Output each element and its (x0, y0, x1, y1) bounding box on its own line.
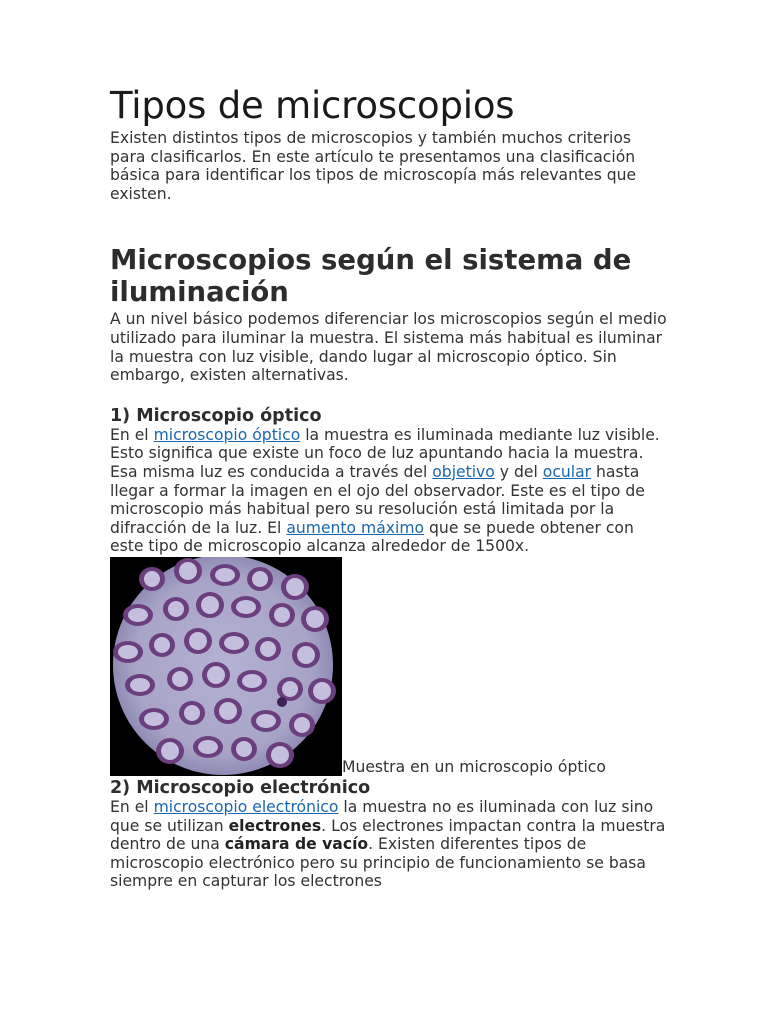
blood-cell (163, 597, 189, 621)
text-run: En el (110, 797, 154, 816)
optical-paragraph (110, 426, 670, 556)
section-heading: Microscopios según el sistema de iluminación (110, 244, 632, 309)
blood-cell (255, 637, 281, 661)
link-microscopio-electronico[interactable]: microscopio electrónico (153, 797, 339, 816)
blood-cells-graphic (110, 557, 342, 776)
blood-cell (179, 701, 205, 725)
article (110, 84, 670, 891)
blood-cell (247, 567, 273, 591)
link-aumento-maximo[interactable]: aumento máximo (286, 518, 425, 537)
blood-cell (123, 604, 153, 626)
intro-paragraph: Existen distintos tipos de microscopios y también muchos criterios para clasificarlos. En este artículo te presentamos una clasificación básica para identificar los tipos de microscopía más relevantes que existen. (110, 129, 637, 203)
optical-heading: 1) Microscopio óptico (110, 405, 322, 426)
blood-cell (113, 641, 143, 663)
link-ocular[interactable]: ocular (542, 462, 592, 481)
blood-cell (237, 670, 267, 692)
blood-cell (269, 603, 295, 627)
blood-cell (214, 698, 242, 724)
text-run: la muestra no es iluminada con luz sino que se utilizan (110, 797, 654, 835)
blood-cell (301, 606, 329, 632)
blood-cell (156, 738, 184, 764)
blood-cell (292, 642, 320, 668)
electronic-heading: 2) Microscopio electrónico (110, 777, 371, 798)
blood-cell (202, 662, 230, 688)
blood-cell (167, 667, 193, 691)
text-run: . Los electrones impactan contra la muestra dentro de una (110, 816, 666, 854)
page-title: Tipos de microscopios (110, 84, 515, 127)
bold-electrones: electrones (228, 816, 322, 835)
blood-cell (308, 678, 336, 704)
blood-cell (174, 558, 202, 584)
text-run: la muestra es iluminada mediante luz visible. Esto significa que existe un foco de luz apuntando hacia la muestra. Esa misma luz es conducida a través del (110, 425, 660, 481)
blood-cell (196, 592, 224, 618)
text-run: En el (110, 425, 154, 444)
blood-cell (281, 574, 309, 600)
blood-cell (125, 674, 155, 696)
text-run: . Existen diferentes tipos de microscopio electrónico pero su principio de funcionamiento se basa siempre en capturar los electrones (110, 835, 646, 891)
blood-cell (266, 742, 294, 768)
figure (110, 557, 670, 776)
electronic-paragraph (110, 798, 670, 891)
blood-cell (231, 737, 257, 761)
blood-cell (210, 564, 240, 586)
blood-cell (193, 736, 223, 758)
blood-cell (149, 633, 175, 657)
link-objetivo[interactable]: objetivo (432, 462, 495, 481)
microscope-sample-image (110, 557, 342, 776)
text-run: hasta llegar a formar la imagen en el ojo del observador. Este es el tipo de microscopio más habitual pero su resolución está limitada por la difracción de la luz. El (110, 462, 645, 537)
blood-cell (251, 710, 281, 732)
blood-cell (139, 708, 169, 730)
text-run: que se puede obtener con este tipo de microscopio alcanza alrededor de 1500x. (110, 518, 634, 556)
image-caption: Muestra en un microscopio óptico (342, 757, 606, 776)
blood-cell (231, 596, 261, 618)
blood-cell (219, 632, 249, 654)
link-microscopio-optico[interactable]: microscopio óptico (153, 425, 301, 444)
text-run: y del (494, 462, 543, 481)
bold-camara-de-vacio: cámara de vacío (224, 835, 369, 854)
blood-cell (184, 628, 212, 654)
blood-cell (289, 713, 315, 737)
platelet (277, 697, 287, 707)
section-paragraph: A un nivel básico podemos diferenciar los microscopios según el medio utilizado para iluminar la muestra. El sistema más habitual es iluminar la muestra con luz visible, dando lugar al microscopio óptico. Sin embargo, existen alternativas. (110, 310, 667, 385)
blood-cell (139, 567, 165, 591)
